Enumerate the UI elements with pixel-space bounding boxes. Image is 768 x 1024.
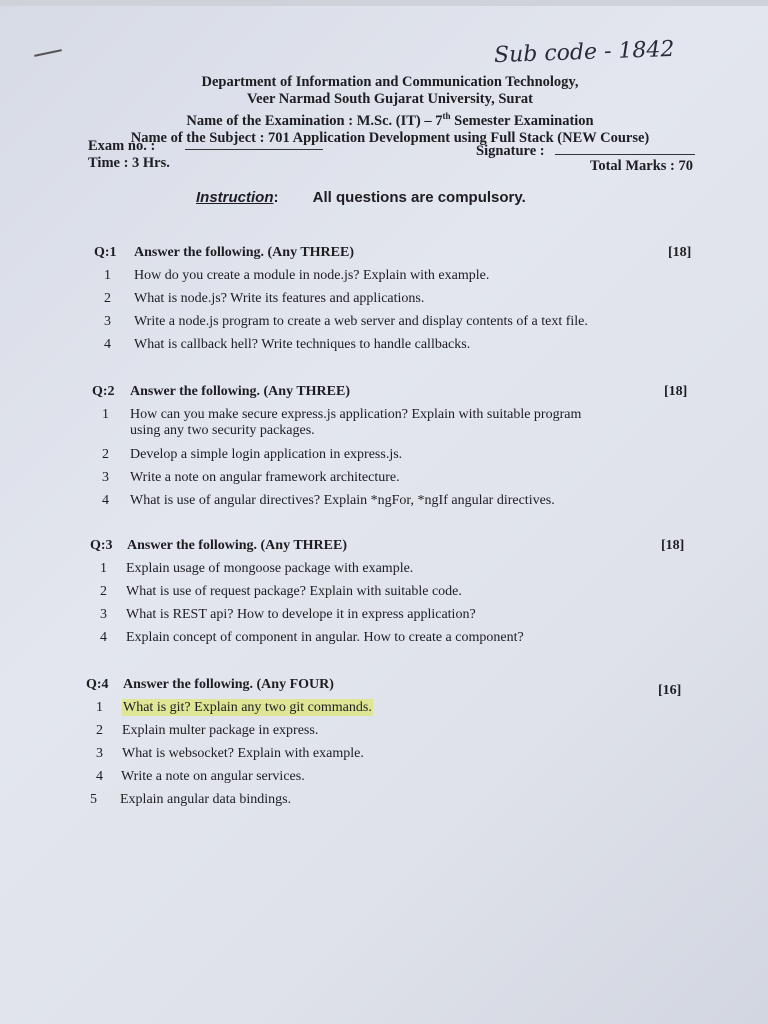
question-marks: [16]: [658, 683, 682, 698]
subject-name: Name of the Subject : 701 Application Development using Full Stack (NEW Course): [130, 129, 650, 146]
university-name: Veer Narmad South Gujarat University, Surat: [247, 91, 533, 107]
question-number: Q:1: [94, 245, 117, 260]
list-item: 1 How do you create a module in node.js? Explain with example.: [104, 268, 490, 283]
exam-header: [80, 74, 700, 147]
exam-name: Name of the Examination : M.Sc. (IT) – 7th Semester Examination: [186, 111, 594, 129]
list-item: 3 Write a note on angular framework architecture.: [102, 470, 400, 485]
question-number: Q:4: [86, 677, 109, 692]
question-block-3: [90, 538, 700, 652]
list-item: 2 Develop a simple login application in express.js.: [102, 447, 403, 462]
list-item: 3 What is websocket? Explain with example.: [96, 746, 364, 761]
question-number: Q:2: [92, 384, 115, 399]
instruction: Instruction: All questions are compulsory.: [196, 189, 526, 206]
list-item: 3 What is REST api? How to develope it in express application?: [100, 607, 476, 622]
question-title: Answer the following. (Any THREE): [134, 245, 355, 260]
question-block-4: [86, 677, 698, 814]
signature-label: Signature :: [476, 143, 545, 159]
question-block-2: [92, 384, 702, 515]
list-item: 4 What is callback hell? Write techniques to handle callbacks.: [104, 337, 471, 352]
question-title: Answer the following. (Any THREE): [130, 384, 351, 399]
list-item: 1 Explain usage of mongoose package with example.: [100, 561, 414, 576]
question-marks: [18]: [668, 245, 692, 260]
question-block-1: [94, 245, 704, 359]
question-marks: [18]: [661, 538, 685, 553]
list-item: 2 What is node.js? Write its features and applications.: [104, 291, 425, 306]
time-label: Time : 3 Hrs.: [88, 155, 170, 171]
list-item: 4 Explain concept of component in angular. How to create a component?: [100, 630, 524, 645]
handwritten-subject-code: Sub code - 1842: [493, 36, 675, 69]
list-item: 3 Write a node.js program to create a web server and display contents of a text file.: [104, 314, 588, 329]
list-item: 5 Explain angular data bindings.: [90, 792, 292, 807]
exam-no-row: [88, 137, 323, 155]
instruction-label: Instruction: [196, 189, 274, 206]
question-title: Answer the following. (Any FOUR): [123, 677, 334, 692]
list-item: 4 What is use of angular directives? Explain *ngFor, *ngIf angular directives.: [102, 493, 555, 508]
question-title: Answer the following. (Any THREE): [127, 538, 348, 553]
list-item-highlighted: 1 What is git? Explain any two git commands.: [96, 700, 372, 715]
list-item: 2 Explain multer package in express.: [96, 723, 319, 738]
question-number: Q:3: [90, 538, 113, 553]
question-marks: [18]: [664, 384, 688, 399]
list-item: 4 Write a note on angular services.: [96, 769, 305, 784]
ink-mark: [34, 49, 62, 57]
instruction-text: All questions are compulsory.: [312, 189, 526, 206]
exam-no-label: Exam no. :: [88, 138, 156, 154]
signature-blank: [555, 142, 695, 155]
department-name: Department of Information and Communication Technology,: [201, 74, 579, 90]
paper-top-edge: [0, 0, 768, 6]
list-item: 2 What is use of request package? Explain with suitable code.: [100, 584, 462, 599]
list-item: 1 How can you make secure express.js application? Explain with suitable program using any two security packages.: [102, 407, 582, 438]
exam-no-blank: [185, 137, 323, 150]
total-marks-label: Total Marks : 70: [590, 158, 693, 174]
